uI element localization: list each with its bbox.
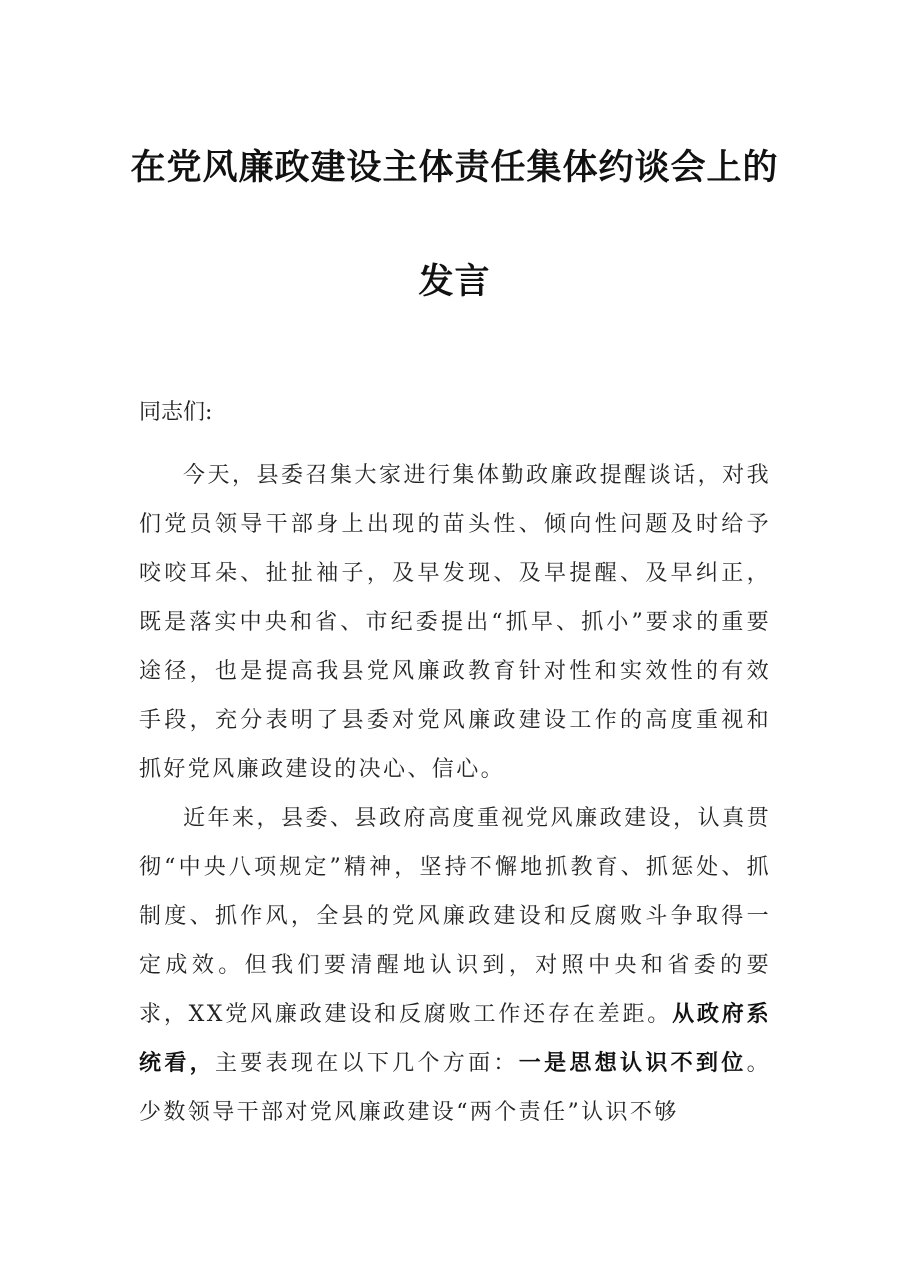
paragraph-2-text-3: 。少数领导干部对党风廉政建设“两个责任”认识不够 xyxy=(139,1051,771,1125)
paragraph-2-text-1: 近年来，县委、县政府高度重视党风廉政建设，认真贯彻“中央八项规定”精神，坚持不懈地抓教育、抓惩处、抓制度、抓作风，全县的党风廉政建设和反腐败斗争取得一定成效。但我们要清醒地认识到，对照中央和省委的要求，XX党风廉政建设和反腐败工作还存在差距。 xyxy=(139,806,771,1027)
paragraph-2-bold-heading-2: 一是思想认识不到位 xyxy=(518,1051,747,1076)
paragraph-2-text-2: 主要表现在以下几个方面： xyxy=(214,1051,519,1076)
paragraph-2 xyxy=(139,794,771,1137)
paragraph-2-bold-heading-1: 从政府系统看， xyxy=(139,1002,771,1076)
document-title-line-2: 发言 xyxy=(418,262,491,302)
paragraph-1: 今天，县委召集大家进行集体勤政廉政提醒谈话，对我们党员领导干部身上出现的苗头性、倾向性问题及时给予咬咬耳朵、扯扯袖子，及早发现、及早提醒、及早纠正，既是落实中央和省、市纪委提出“抓早、抓小”要求的重要途径，也是提高我县党风廉政教育针对性和实效性的有效手段，充分表明了县委对党风廉政建设工作的高度重视和抓好党风廉政建设的决心、信心。 xyxy=(139,463,771,782)
salutation: 同志们: xyxy=(139,400,213,425)
document-title-line-1: 在党风廉政建设主体责任集体约谈会上的 xyxy=(130,148,779,188)
